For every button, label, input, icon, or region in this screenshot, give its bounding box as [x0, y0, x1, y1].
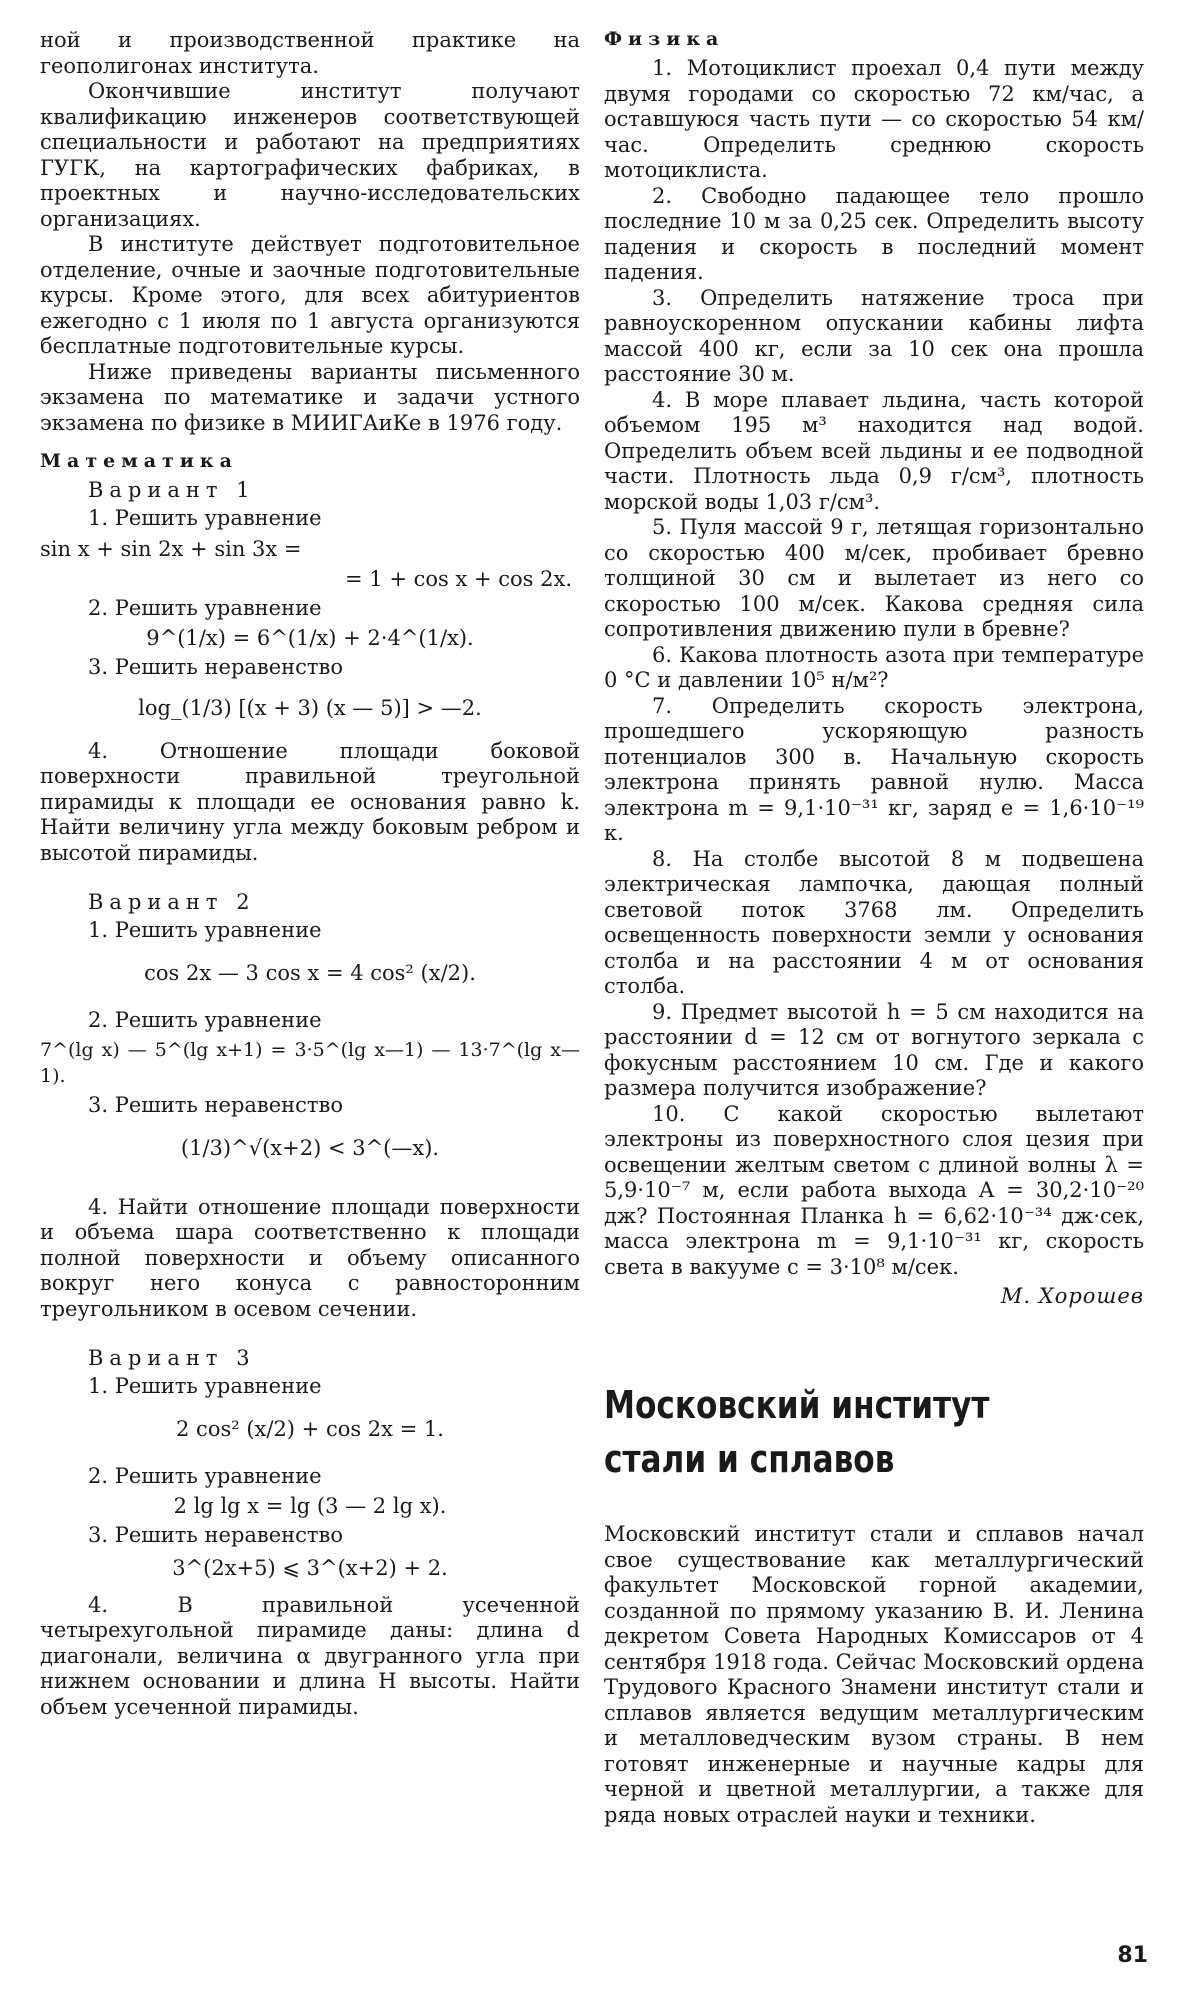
physics-problem: 7. Определить скорость электрона, прошедшего ускоряющую разность потенциалов 300 в. Начальную скорость электрона принять равной нулю. Масса электрона m = 9,1·10⁻³¹ кг, заряд e = 1,6·10⁻¹⁹ к. — [604, 693, 1144, 845]
physics-problem: 2. Свободно падающее тело прошло последние 10 м за 0,25 сек. Определить высоту падения и скорость в последний момент падения. — [604, 183, 1144, 284]
article-title-line: Московский институт — [604, 1383, 990, 1427]
formula: 9^(1/x) = 6^(1/x) + 2·4^(1/x). — [146, 626, 474, 650]
task-label: 1. Решить уравнение — [88, 1374, 322, 1398]
author-signature: М. Хорошев — [1000, 1284, 1144, 1308]
physics-problem: 3. Определить натяжение троса при равноускоренном опускании кабины лифта массой 400 кг, если за 10 сек она прошла расстояние 30 м. — [604, 285, 1144, 386]
task-label: 3. Решить неравенство — [88, 1093, 343, 1117]
page-number: 81 — [1117, 1943, 1148, 1968]
formula: 3^(2x+5) ⩽ 3^(x+2) + 2. — [172, 1555, 448, 1580]
task-label: 3. Решить неравенство — [88, 655, 343, 679]
task-label: 1. Решить уравнение — [88, 506, 322, 530]
article-title — [604, 1378, 1047, 1486]
physics-heading: Физика — [604, 28, 725, 50]
task-label: 2. Решить уравнение — [88, 1463, 322, 1488]
variant-2-label: Вариант 2 — [88, 890, 256, 914]
physics-problem: 9. Предмет высотой h = 5 см находится на расстоянии d = 12 см от вогнутого зеркала с фокусным расстоянием 10 см. Где и какого размера получится изображение? — [604, 999, 1144, 1100]
variant-3-label: Вариант 3 — [88, 1346, 256, 1370]
physics-problem: 10. С какой скоростью вылетают электроны из поверхностного слоя цезия при освещении желтым светом с длиной волны λ = 5,9·10⁻⁷ м, если работа выхода A = 30,2·10⁻²⁰ дж? Постоянная Планка h = 6,62·10⁻³⁴ дж·сек, масса электрона m = 9,1·10⁻³¹ кг, скорость света в вакууме c = 3·10⁸ м/сек. — [604, 1101, 1144, 1279]
article-body: Московский институт стали и сплавов начал свое существование как металлургический факультет Московской горной академии, созданной по прямому указанию В. И. Ленина декретом Совета Народных Комиссаров от 4 сентября 1918 года. Сейчас Московский ордена Трудового Красного Знамени институт стали и сплавов является ведущим металлургическим и металловедческим вузом страны. В нем готовят инженерные и научные кадры для черной и цветной металлургии, а также для ряда новых отраслей науки и техники. — [604, 1522, 1144, 1827]
physics-problem: 5. Пуля массой 9 г, летящая горизонтально со скоростью 400 м/сек, пробивает бревно толщиной 30 см и вылетает из него со скоростью 100 м/сек. Какова средняя сила сопротивления движению пули в бревне? — [604, 515, 1144, 641]
task-text: 4. В правильной усеченной четырехугольной пирамиде даны: длина d диагонали, величина α двугранного угла при нижнем основании и длина H высоты. Найти объем усеченной пирамиды. — [40, 1592, 580, 1719]
task-text: 4. Отношение площади боковой поверхности правильной треугольной пирамиды к площади ее основания равно k. Найти величину угла между боковым ребром и высотой пирамиды. — [40, 738, 580, 865]
physics-problem: 4. В море плавает льдина, часть которой объемом 195 м³ находится над водой. Определить объем всей льдины и ее подводной части. Плотность льда 0,9 г/см³, плотность морской воды 1,03 г/см³. — [604, 387, 1144, 514]
formula: (1/3)^√(x+2) < 3^(—x). — [180, 1135, 440, 1160]
formula: 7^(lg x) — 5^(lg x+1) = 3·5^(lg x—1) — 13·7^(lg x—1). — [40, 1039, 580, 1087]
right-column — [604, 28, 1144, 1828]
math-heading: Математика — [40, 450, 238, 472]
formula: sin x + sin 2x + sin 3x = — [40, 536, 302, 561]
formula: log_(1/3) [(x + 3) (x — 5)] > —2. — [138, 695, 482, 720]
formula: 2 lg lg x = lg (3 — 2 lg x). — [173, 1494, 447, 1518]
task-label: 1. Решить уравнение — [88, 918, 322, 942]
formula: 2 cos² (x/2) + cos 2x = 1. — [176, 1416, 444, 1441]
task-label: 2. Решить уравнение — [88, 595, 322, 620]
task-label: 3. Решить неравенство — [88, 1523, 343, 1547]
variant-1-label: Вариант 1 — [88, 478, 256, 502]
physics-problem: 1. Мотоциклист проехал 0,4 пути между двумя городами со скоростью 72 км/час, а оставшуюся часть пути — со скоростью 54 км/час. Определить среднюю скорость мотоциклиста. — [604, 56, 1144, 182]
left-column — [40, 28, 580, 1720]
formula: = 1 + cos x + cos 2x. — [345, 566, 572, 591]
task-text: 4. Найти отношение площади поверхности и объема шара соответственно к площади полной поверхности и объему описанного вокруг него конуса с равносторонним треугольником в осевом сечении. — [40, 1194, 580, 1321]
task-label: 2. Решить уравнение — [88, 1007, 322, 1032]
intro-paragraph: ной и производственной практике на геополигонах института. — [40, 28, 580, 78]
physics-problem: 6. Какова плотность азота при температуре 0 °С и давлении 10⁵ н/м²? — [604, 642, 1144, 692]
formula: cos 2x — 3 cos x = 4 cos² (x/2). — [144, 960, 476, 985]
intro-paragraph: В институте действует подготовительное отделение, очные и заочные подготовительные курсы. Кроме этого, для всех абитуриентов ежегодно с 1 июля по 1 августа организуются бесплатные подготовительные курсы. — [40, 232, 580, 358]
intro-paragraph: Окончившие институт получают квалификацию инженеров соответствующей специальности и работают на предприятиях ГУГК, на картографических фабриках, в проектных и научно-исследовательских организациях. — [40, 79, 580, 231]
intro-paragraph: Ниже приведены варианты письменного экзамена по математике и задачи устного экзамена по физике в МИИГАиКе в 1976 году. — [40, 359, 580, 435]
article-title-line: стали и сплавов — [604, 1437, 895, 1481]
physics-problem: 8. На столбе высотой 8 м подвешена электрическая лампочка, дающая полный световой поток 3768 лм. Определить освещенность поверхности земли у основания столба и на расстоянии 4 м от основания столба. — [604, 846, 1144, 998]
